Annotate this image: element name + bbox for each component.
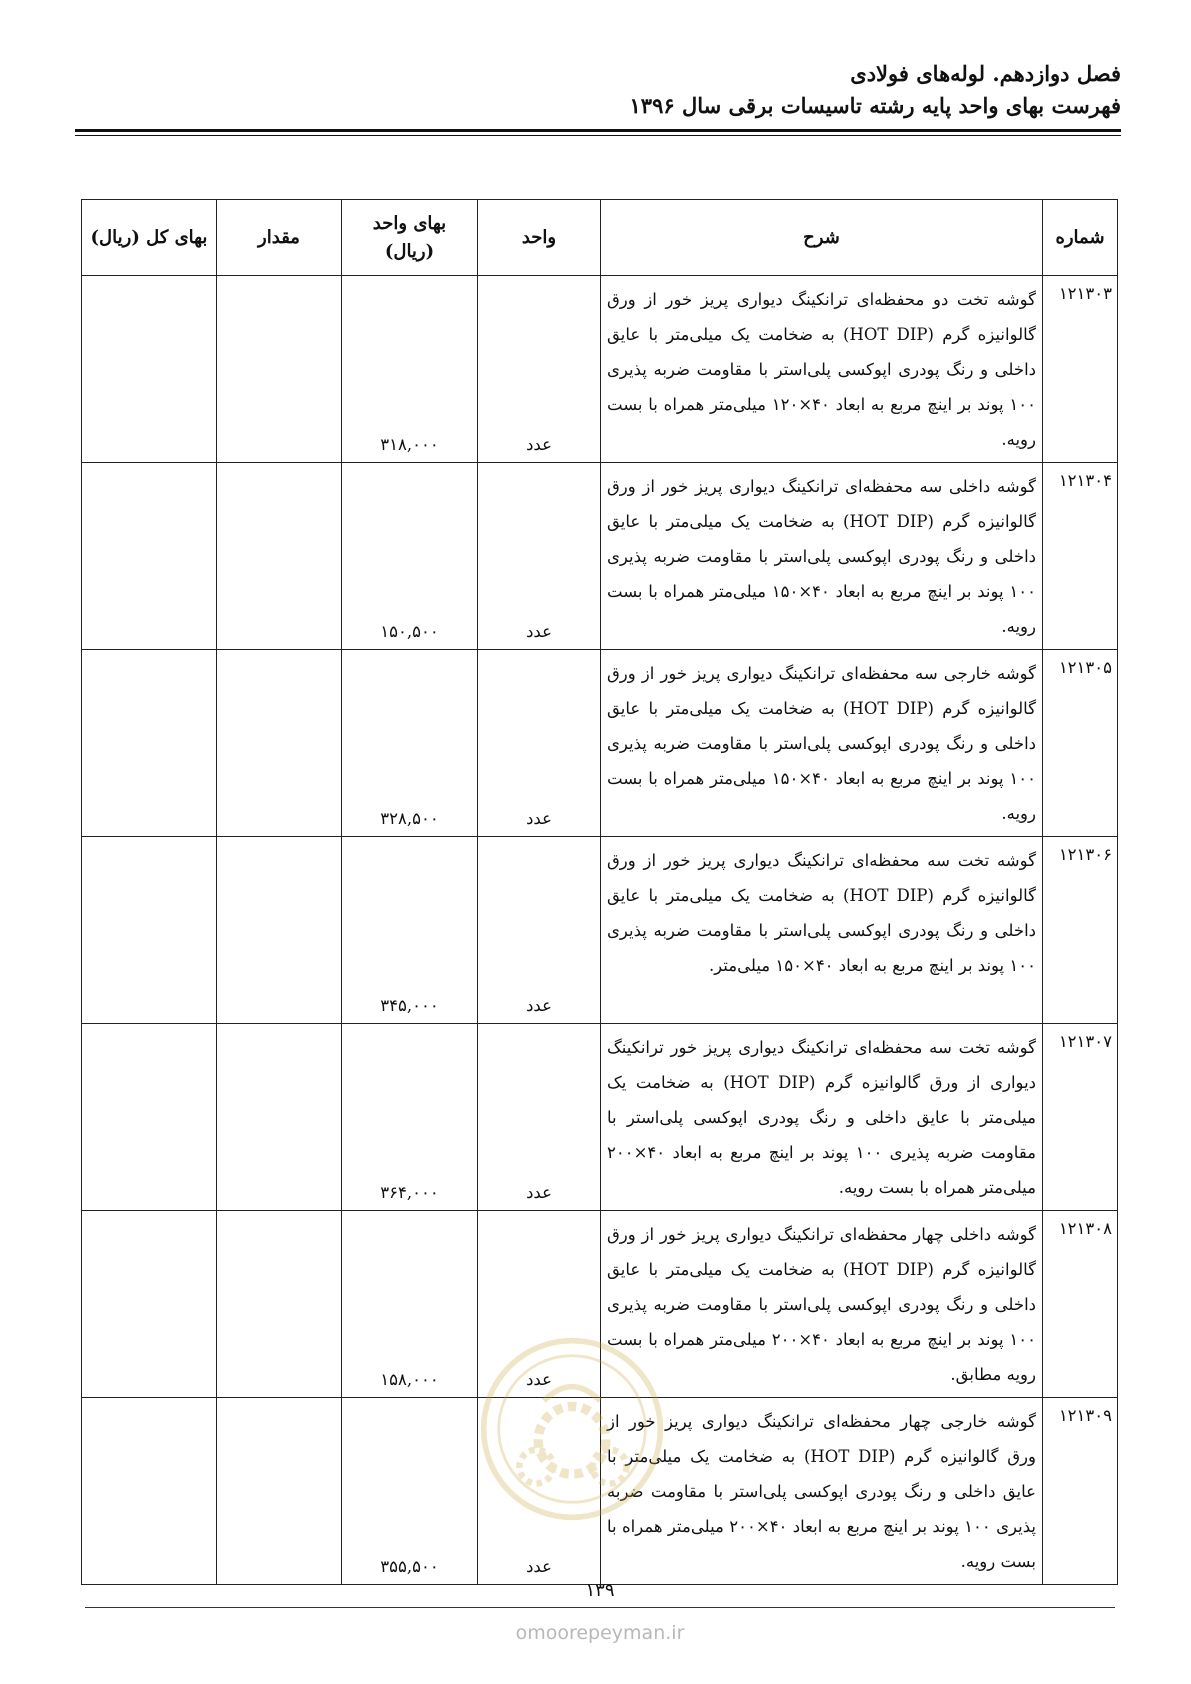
- row-total-price: [82, 650, 217, 837]
- header-rule-thick: [75, 129, 1121, 132]
- row-number: ۱۲۱۳۰۵: [1043, 650, 1118, 837]
- row-unit: عدد: [478, 1024, 601, 1211]
- row-number: ۱۲۱۳۰۳: [1043, 276, 1118, 463]
- row-number: ۱۲۱۳۰۶: [1043, 837, 1118, 1024]
- row-quantity: [217, 463, 342, 650]
- page-header: [75, 58, 1121, 122]
- seal-emblem: [478, 1335, 666, 1523]
- table-row: [82, 1024, 1118, 1211]
- row-unit: عدد: [478, 463, 601, 650]
- row-quantity: [217, 1024, 342, 1211]
- row-unit-price: ۱۵۰,۵۰۰: [342, 463, 478, 650]
- row-quantity: [217, 650, 342, 837]
- table-row: [82, 276, 1118, 463]
- table-row: [82, 837, 1118, 1024]
- row-number: ۱۲۱۳۰۹: [1043, 1398, 1118, 1585]
- row-description: گوشه تخت سه محفظه‌ای ترانکینگ دیواری پریز خور از ورق گالوانیزه گرم (HOT DIP) به ضخامت یک میلی‌متر با عایق داخلی و رنگ پودری اپوکسی پلی‌استر با مقاومت ضربه پذیری ۱۰۰ پوند بر اینچ مربع به ابعاد ۴۰×۱۵۰ میلی‌متر.: [601, 837, 1043, 1024]
- col-header-number: شماره: [1043, 200, 1118, 276]
- row-number: ۱۲۱۳۰۸: [1043, 1211, 1118, 1398]
- col-header-unit-price-label: بهای واحد: [372, 212, 447, 234]
- site-watermark: omoorepeyman.ir: [515, 1622, 685, 1644]
- row-unit-price: ۳۶۴,۰۰۰: [342, 1024, 478, 1211]
- row-description: گوشه خارجی سه محفظه‌ای ترانکینگ دیواری پریز خور از ورق گالوانیزه گرم (HOT DIP) به ضخامت یک میلی‌متر با عایق داخلی و رنگ پودری اپوکسی پلی‌استر با مقاومت ضربه پذیری ۱۰۰ پوند بر اینچ مربع به ابعاد ۴۰×۱۵۰ میلی‌متر همراه با بست رویه.: [601, 650, 1043, 837]
- row-unit: عدد: [478, 1398, 601, 1585]
- document-subtitle: فهرست بهای واحد پایه رشته تاسیسات برقی سال ۱۳۹۶: [629, 93, 1121, 118]
- col-header-unit: واحد: [478, 200, 601, 276]
- table-row: [82, 463, 1118, 650]
- row-unit: عدد: [478, 650, 601, 837]
- row-description: گوشه داخلی چهار محفظه‌ای ترانکینگ دیواری پریز خور از ورق گالوانیزه گرم (HOT DIP) به ضخامت یک میلی‌متر با عایق داخلی و رنگ پودری اپوکسی پلی‌استر با مقاومت ضربه پذیری ۱۰۰ پوند بر اینچ مربع به ابعاد ۴۰×۲۰۰ میلی‌متر همراه با بست رویه مطابق.: [601, 1211, 1043, 1398]
- row-quantity: [217, 1211, 342, 1398]
- row-unit-price: ۳۵۵,۵۰۰: [342, 1398, 478, 1585]
- row-total-price: [82, 1024, 217, 1211]
- row-unit-price: ۳۱۸,۰۰۰: [342, 276, 478, 463]
- row-unit: عدد: [478, 837, 601, 1024]
- row-unit: عدد: [478, 1211, 601, 1398]
- row-number: ۱۲۱۳۰۴: [1043, 463, 1118, 650]
- col-header-unit-price-currency: (ریال): [384, 240, 435, 262]
- col-header-unit-price: [342, 200, 478, 276]
- row-description: گوشه تخت سه محفظه‌ای ترانکینگ دیواری پریز خور ترانکینگ دیواری از ورق گالوانیزه گرم (HOT DIP) به ضخامت یک میلی‌متر با عایق داخلی و رنگ پودری اپوکسی پلی‌استر با مقاومت ضربه پذیری ۱۰۰ پوند بر اینچ مربع به ابعاد ۴۰×۲۰۰ میلی‌متر همراه با بست رویه.: [601, 1024, 1043, 1211]
- page-number: ۱۳۹: [585, 1580, 615, 1601]
- row-quantity: [217, 1398, 342, 1585]
- row-quantity: [217, 837, 342, 1024]
- row-quantity: [217, 276, 342, 463]
- col-header-description: شرح: [601, 200, 1043, 276]
- table-row: [82, 650, 1118, 837]
- row-total-price: [82, 1398, 217, 1585]
- row-total-price: [82, 276, 217, 463]
- row-description: گوشه تخت دو محفظه‌ای ترانکینگ دیواری پریز خور از ورق گالوانیزه گرم (HOT DIP) به ضخامت یک میلی‌متر با عایق داخلی و رنگ پودری اپوکسی پلی‌استر با مقاومت ضربه پذیری ۱۰۰ پوند بر اینچ مربع به ابعاد ۴۰×۱۲۰ میلی‌متر همراه با بست رویه.: [601, 276, 1043, 463]
- row-total-price: [82, 463, 217, 650]
- col-header-quantity: مقدار: [217, 200, 342, 276]
- row-total-price: [82, 1211, 217, 1398]
- row-description: گوشه داخلی سه محفظه‌ای ترانکینگ دیواری پریز خور از ورق گالوانیزه گرم (HOT DIP) به ضخامت یک میلی‌متر با عایق داخلی و رنگ پودری اپوکسی پلی‌استر با مقاومت ضربه پذیری ۱۰۰ پوند بر اینچ مربع به ابعاد ۴۰×۱۵۰ میلی‌متر همراه با بست رویه.: [601, 463, 1043, 650]
- row-unit-price: ۳۴۵,۰۰۰: [342, 837, 478, 1024]
- row-number: ۱۲۱۳۰۷: [1043, 1024, 1118, 1211]
- row-unit-price: ۱۵۸,۰۰۰: [342, 1211, 478, 1398]
- col-header-total-price: بهای کل (ریال): [82, 200, 217, 276]
- row-unit-price: ۳۲۸,۵۰۰: [342, 650, 478, 837]
- row-unit: عدد: [478, 276, 601, 463]
- row-total-price: [82, 837, 217, 1024]
- chapter-title: فصل دوازدهم. لوله‌های فولادی: [850, 61, 1121, 86]
- header-rule-thin: [75, 135, 1121, 136]
- footer-rule: [85, 1607, 1115, 1608]
- table-header-row: [82, 200, 1118, 276]
- row-description: گوشه خارجی چهار محفظه‌ای ترانکینگ دیواری پریز خور از ورق گالوانیزه گرم (HOT DIP) به ضخامت یک میلی‌متر با عایق داخلی و رنگ پودری اپوکسی پلی‌استر با مقاومت ضربه پذیری ۱۰۰ پوند بر اینچ مربع به ابعاد ۴۰×۲۰۰ میلی‌متر همراه با بست رویه.: [601, 1398, 1043, 1585]
